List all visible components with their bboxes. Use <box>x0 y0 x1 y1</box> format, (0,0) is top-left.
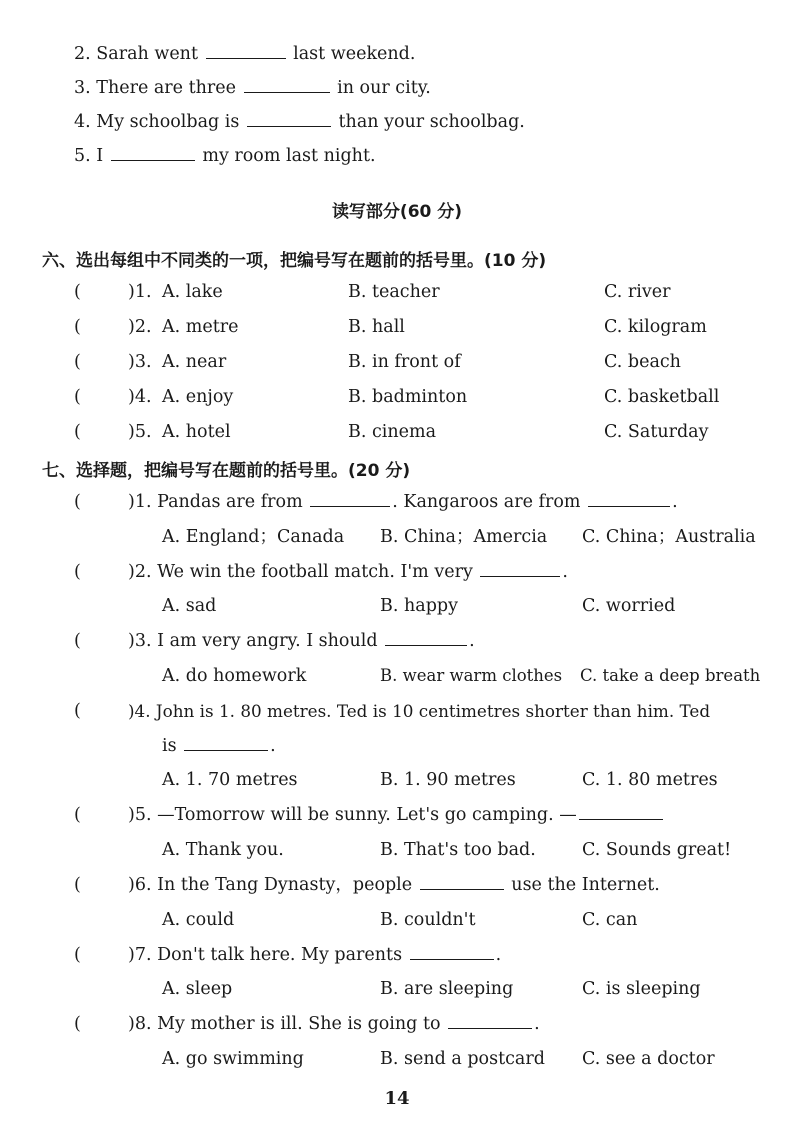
answer-blank[interactable] <box>184 734 268 751</box>
answer-paren[interactable]: ( <box>74 387 81 407</box>
answer-paren[interactable]: ( <box>74 701 81 721</box>
item-text: my room last night. <box>202 146 376 166</box>
answer-paren[interactable]: ( <box>74 1014 81 1034</box>
answer-paren[interactable]: ( <box>74 282 81 302</box>
item-number: )4. <box>128 701 151 721</box>
item-number: 3. <box>74 78 91 98</box>
question-4 <box>128 699 710 723</box>
answer-paren[interactable]: ( <box>74 562 81 582</box>
item-text: than your schoolbag. <box>338 112 525 132</box>
answer-blank[interactable] <box>410 943 494 960</box>
option-b: B. in front of <box>348 352 461 372</box>
question-8 <box>128 1012 540 1036</box>
answer-paren[interactable]: ( <box>74 317 81 337</box>
item-text: I <box>96 146 104 166</box>
option-c: C. see a doctor <box>582 1049 715 1069</box>
section7-title: 七、选择题，把编号写在题前的括号里。(20 分) <box>42 461 411 481</box>
option-c: C. can <box>582 910 638 930</box>
item-number: )3. <box>128 631 152 651</box>
option-c: C. river <box>604 282 671 302</box>
option-b: B. couldn't <box>380 910 476 930</box>
item-number: )2. <box>128 317 152 337</box>
answer-blank[interactable] <box>206 42 286 59</box>
item-number: )5. <box>128 805 152 825</box>
option-a: A. go swimming <box>162 1049 304 1069</box>
answer-blank[interactable] <box>247 110 331 127</box>
option-c: C. Saturday <box>604 422 709 442</box>
question-text: . <box>534 1014 540 1034</box>
option-a: A. sleep <box>162 979 233 999</box>
answer-paren[interactable]: ( <box>74 805 81 825</box>
question-text: . Kangaroos are from <box>392 492 581 512</box>
page-number: 14 <box>384 1088 410 1109</box>
item-text: in our city. <box>337 78 431 98</box>
item-number: )4. <box>128 387 152 407</box>
question-text: use the Internet. <box>511 875 660 895</box>
question-text: . <box>672 492 678 512</box>
item-number: )3. <box>128 352 152 372</box>
question-7 <box>128 943 501 967</box>
answer-blank[interactable] <box>310 490 390 507</box>
option-a: A. hotel <box>162 422 231 442</box>
question-text: Don't talk here. My parents <box>157 945 403 965</box>
question-4-cont <box>162 734 276 758</box>
item-number: )5. <box>128 422 152 442</box>
question-text: My mother is ill. She is going to <box>157 1014 441 1034</box>
option-a: A. sad <box>162 596 217 616</box>
question-text: John is 1. 80 metres. Ted is 10 centimetres shorter than him. Ted <box>155 701 711 721</box>
question-text: . <box>495 945 502 965</box>
option-c: C. take a deep breath <box>580 666 761 685</box>
item-text: Sarah went <box>96 44 198 64</box>
option-b: B. teacher <box>348 282 440 302</box>
option-c: C. 1. 80 metres <box>582 770 718 790</box>
item-text: last weekend. <box>293 44 416 64</box>
question-text: . <box>469 631 475 651</box>
answer-blank[interactable] <box>420 873 504 890</box>
option-a: A. do homework <box>162 666 307 686</box>
question-text: —Tomorrow will be sunny. Let's go camping. — <box>157 805 577 825</box>
option-a: A. Thank you. <box>162 840 284 860</box>
question-text: In the Tang Dynasty，people <box>157 875 413 895</box>
answer-blank[interactable] <box>480 560 560 577</box>
option-a: A. near <box>162 352 227 372</box>
section6-title: 六、选出每组中不同类的一项，把编号写在题前的括号里。(10 分) <box>42 251 547 271</box>
answer-paren[interactable]: ( <box>74 631 81 651</box>
option-b: B. send a postcard <box>380 1049 545 1069</box>
answer-paren[interactable]: ( <box>74 422 81 442</box>
option-c: C. is sleeping <box>582 979 701 999</box>
question-text: Pandas are from <box>157 492 303 512</box>
question-text: I am very angry. I should <box>157 631 378 651</box>
fill-in-item-3 <box>74 76 431 100</box>
answer-paren[interactable]: ( <box>74 352 81 372</box>
option-b: B. badminton <box>348 387 468 407</box>
item-text: There are three <box>96 78 236 98</box>
option-a: A. metre <box>162 317 239 337</box>
question-text: . <box>270 736 276 756</box>
option-c: C. worried <box>582 596 676 616</box>
option-a: A. England；Canada <box>162 527 345 547</box>
option-a: A. enjoy <box>162 387 234 407</box>
item-number: )6. <box>128 875 152 895</box>
option-a: A. 1. 70 metres <box>162 770 298 790</box>
question-6 <box>128 873 660 897</box>
answer-paren[interactable]: ( <box>74 492 81 512</box>
item-number: )7. <box>128 945 152 965</box>
question-text: is <box>162 736 177 756</box>
question-3 <box>128 629 475 653</box>
option-b: B. are sleeping <box>380 979 514 999</box>
item-number: )1. <box>128 282 152 302</box>
item-number: )8. <box>128 1014 152 1034</box>
part-title: 读写部分(60 分) <box>331 202 463 222</box>
option-b: B. China；Amercia <box>380 527 548 547</box>
question-1 <box>128 490 678 514</box>
question-text: . <box>562 562 568 582</box>
item-text: My schoolbag is <box>96 112 240 132</box>
answer-blank[interactable] <box>244 76 330 93</box>
fill-in-item-2 <box>74 42 415 66</box>
answer-blank[interactable] <box>385 629 467 646</box>
option-a: A. could <box>162 910 235 930</box>
fill-in-item-4 <box>74 110 525 134</box>
question-text: We win the football match. I'm very <box>157 562 473 582</box>
option-b: B. wear warm clothes <box>380 666 563 685</box>
option-b: B. cinema <box>348 422 437 442</box>
item-number: )2. <box>128 562 152 582</box>
answer-paren[interactable]: ( <box>74 875 81 895</box>
option-b: B. 1. 90 metres <box>380 770 516 790</box>
option-c: C. kilogram <box>604 317 707 337</box>
fill-in-item-5 <box>74 144 376 168</box>
item-number: 5. <box>74 146 91 166</box>
item-number: )1. <box>128 492 152 512</box>
option-c: C. China；Australia <box>582 527 756 547</box>
question-5 <box>128 803 665 827</box>
option-b: B. hall <box>348 317 405 337</box>
answer-paren[interactable]: ( <box>74 945 81 965</box>
item-number: 2. <box>74 44 91 64</box>
answer-blank[interactable] <box>579 803 663 820</box>
option-a: A. lake <box>162 282 223 302</box>
option-b: B. That's too bad. <box>380 840 536 860</box>
item-number: 4. <box>74 112 91 132</box>
answer-blank[interactable] <box>111 144 195 161</box>
question-2 <box>128 560 568 584</box>
answer-blank[interactable] <box>588 490 670 507</box>
option-b: B. happy <box>380 596 458 616</box>
option-c: C. basketball <box>604 387 720 407</box>
option-c: C. Sounds great! <box>582 840 732 860</box>
option-c: C. beach <box>604 352 681 372</box>
answer-blank[interactable] <box>448 1012 532 1029</box>
